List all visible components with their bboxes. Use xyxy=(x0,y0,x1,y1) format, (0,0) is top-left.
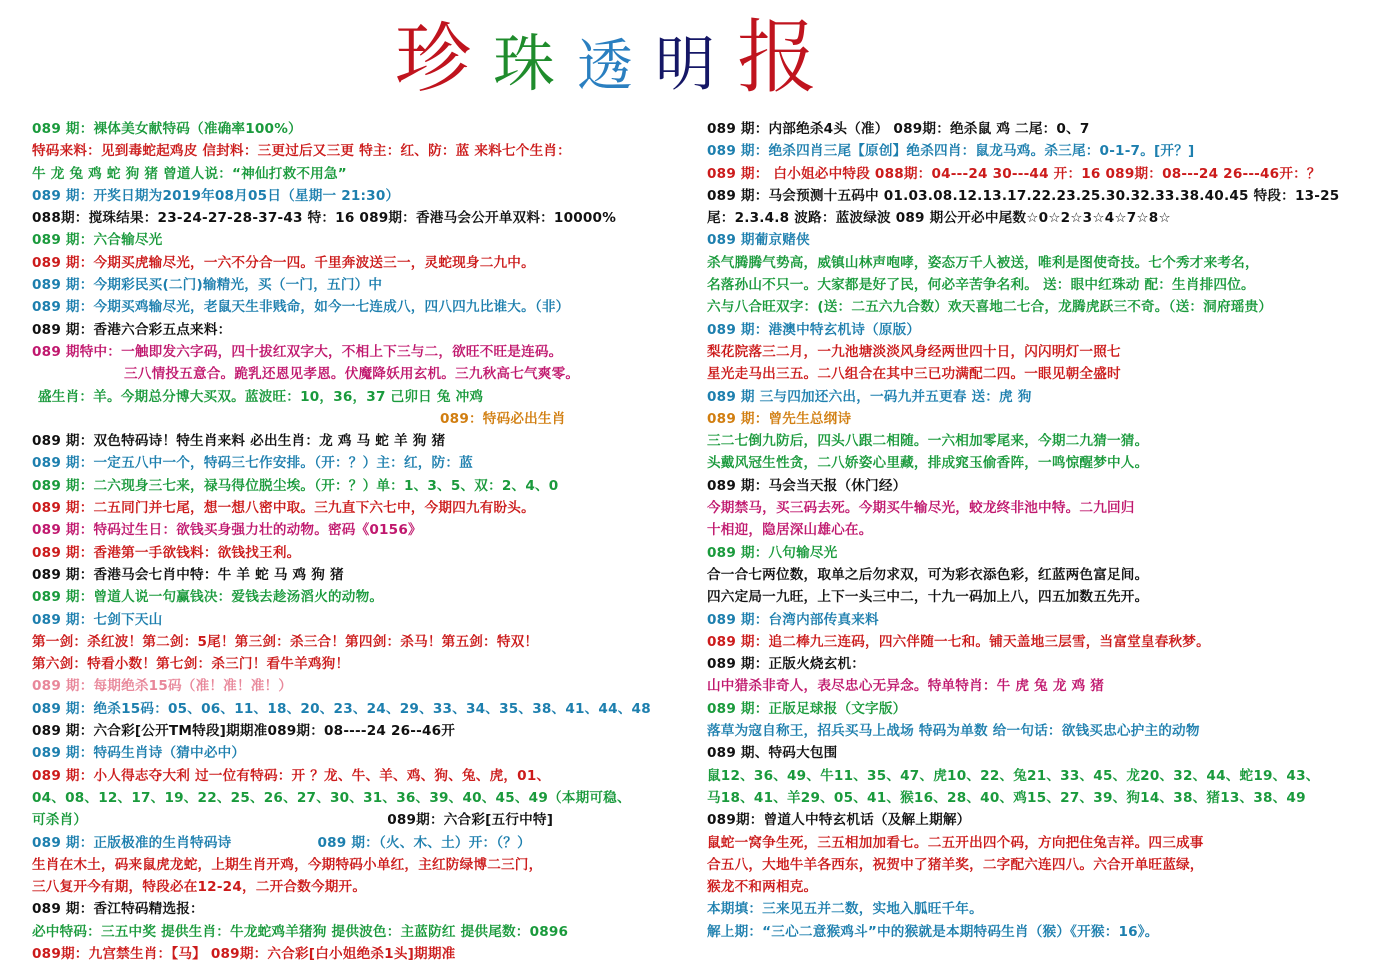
right-column xyxy=(707,118,1377,943)
text-line-content: 04、08、12、17、19、22、25、26、27、30、31、36、39、40、45、49（本期可稳、 xyxy=(32,789,631,806)
text-line xyxy=(32,207,692,229)
text-line xyxy=(707,742,1377,764)
text-line-content: 星光走马出三五。二八组合在其中三已功满配二四。一眼见朝全盛时 xyxy=(707,366,1121,383)
text-line xyxy=(707,720,1377,742)
left-column xyxy=(32,118,692,965)
text-line-content: 089 期：马会预测十五码中 01.03.08.12.13.17.22.23.25.30.32.33.38.40.45 特段：13-25 xyxy=(707,187,1340,204)
title-char-3: 透 xyxy=(577,34,634,99)
text-line xyxy=(707,475,1377,497)
text-line-content: 杀气腾腾气势高，威镇山林声咆哮，姿态万千人被送，唯利是图使奇技。七个秀才来考名， xyxy=(707,254,1259,271)
text-line-content: 六与八合旺双字：(送：二五六九合数）欢天喜地二七合，龙腾虎跃三不奇。（送：洞府瑶贵） xyxy=(707,299,1273,316)
text-line-content: 089 期：曾先生总纲诗 xyxy=(707,410,852,427)
text-line xyxy=(32,765,692,787)
text-line xyxy=(32,408,692,430)
text-line xyxy=(707,497,1377,519)
text-line xyxy=(707,118,1377,140)
text-line-content: 必中特码：三五中奖 提供生肖：牛龙蛇鸡羊猪狗 提供波色：主蓝防红 提供尾数：0896 xyxy=(32,923,569,940)
text-line-content: 089 期：每期绝杀15码（准！准！准！） xyxy=(32,678,293,695)
text-line xyxy=(32,854,692,876)
text-line-content: 特码来料：见到毒蛇起鸡皮 信封料：三更过后又三更 特主：红、防：蓝 来料七个生肖： xyxy=(32,143,571,160)
text-line-content: 落草为寇自称王，招兵买马上战场 特码为单数 给一句话：欲钱买忠心护主的动物 xyxy=(707,723,1200,740)
text-line xyxy=(707,140,1377,162)
text-line xyxy=(32,564,692,586)
text-line-content: 名落孙山不只一。大家都是好了民，何必辛苦争名利。 送：眼中红珠动 配：生肖排四位。 xyxy=(707,277,1255,294)
text-line-content: 三八情投五意合。跪乳还恩见孝恩。伏魔降妖用玄机。三九秋高七气爽零。 xyxy=(124,366,580,383)
text-line-content: 089 期：正版极准的生肖特码诗 xyxy=(32,834,232,851)
text-line xyxy=(707,586,1377,608)
text-line-content: 089：特码必出生肖 xyxy=(440,410,566,427)
text-line xyxy=(707,519,1377,541)
text-line xyxy=(32,809,692,831)
text-line xyxy=(707,363,1377,385)
text-line-tail: 089期：六合彩[五行中特] xyxy=(387,812,554,829)
text-line-content: 尾：2.3.4.8 波路：蓝波绿波 089 期公开必中尾数☆0☆2☆3☆4☆7☆8☆ xyxy=(707,210,1171,227)
text-line-content: 第六剑：特看小数！第七剑：杀三门！看牛羊鸡狗！ xyxy=(32,656,350,673)
text-line xyxy=(32,653,692,675)
title-char-5: 报 xyxy=(737,11,818,104)
title-char-2: 珠 xyxy=(493,27,556,100)
text-line xyxy=(32,363,692,385)
text-line xyxy=(32,252,692,274)
text-line xyxy=(32,430,692,452)
text-line xyxy=(32,452,692,474)
text-line xyxy=(32,118,692,140)
text-line-content: 四六定局一九旺，上下一头三中二，十九一码加上八，四五加数五先开。 xyxy=(707,589,1149,606)
title-char-1: 珍 xyxy=(395,14,471,103)
text-line-content: 合五八，大地牛羊各西东，祝贺中了猪羊奖，二字配六连四八。六合开单旺蓝绿， xyxy=(707,856,1204,873)
text-line-content: 089 期：二五同门并七尾，想一想八密中取。三九直下六七中，今期四九有盼头。 xyxy=(32,500,535,517)
text-line-content: 089 期：八句输尽光 xyxy=(707,544,838,561)
text-line-content: 鼠蛇一窝争生死，三五相加加看七。二五开出四个码，方向把住兔吉祥。四三成事 xyxy=(707,834,1204,851)
text-line-content: 山中猎杀非奇人，表尽忠心无异念。特单特肖：牛 虎 兔 龙 鸡 猪 xyxy=(707,678,1105,695)
text-line xyxy=(32,163,692,185)
text-line-content: 今期禁马，买三码去死。今期买牛输尽光，蛟龙终非池中特。二九回归 xyxy=(707,500,1135,517)
text-line xyxy=(707,653,1377,675)
text-line xyxy=(707,609,1377,631)
text-line-content: 089 期：曾道人说一句赢钱决：爱钱去趁汤滔火的动物。 xyxy=(32,589,384,606)
text-line xyxy=(707,163,1377,185)
text-line xyxy=(707,564,1377,586)
text-line xyxy=(32,274,692,296)
text-line-content: 089 期：香港六合彩五点来料： xyxy=(32,321,232,338)
text-line-content: 089 期：港澳中特玄机诗（原版） xyxy=(707,321,921,338)
text-line xyxy=(32,943,692,965)
text-line-content: 088期：搅珠结果：23-24-27-28-37-43 特：16 089期：香港马会公开单双料：10000% xyxy=(32,210,617,227)
text-line-content: 089 期：小人得志夺大利 过一位有特码：开 ？龙、牛、羊、鸡、狗、兔、虎，01、 xyxy=(32,767,551,784)
text-line xyxy=(707,832,1377,854)
text-line-content: 089 期：今期买虎输尽光，一六不分合一四。千里奔波送三一，灵蛇现身二九中。 xyxy=(32,254,535,271)
text-line-content: 089期：九宫禁生肖：【马】 089期：六合彩[白小姐绝杀1头]期期准 xyxy=(32,945,456,962)
text-line-content: 089 期：一定五八中一个，特码三七作安排。（开：？）主：红，防：蓝 xyxy=(32,455,473,472)
text-line-content: 089 期：香江特码精选报： xyxy=(32,901,204,918)
text-line-content: 089 期：今期买鸡输尽光，老鼠天生非贱命，如今一七连成八，四八四九比谁大。（非） xyxy=(32,299,570,316)
text-line-content: 089 期：香港第一手欲钱料：欲钱找王利。 xyxy=(32,544,301,561)
text-line-content: 089 期：六合输尽光 xyxy=(32,232,163,249)
text-line xyxy=(707,408,1377,430)
text-line-content: 089 期：绝杀四肖三尾【原创】绝杀四肖：鼠龙马鸡。杀三尾：0-1-7。[开？] xyxy=(707,143,1195,160)
text-line-content: 089 期：特码过生日：欲钱买身强力壮的动物。密码《0156》 xyxy=(32,522,422,539)
text-line xyxy=(32,787,692,809)
page-title xyxy=(395,8,875,108)
text-line-content: 解上期：“三心二意猴鸡斗”中的猴就是本期特码生肖（猴）《开猴：16》。 xyxy=(707,923,1159,940)
text-line xyxy=(707,765,1377,787)
text-line xyxy=(707,542,1377,564)
text-line-content: 本期填：三来见五并二数，实地入胍旺千年。 xyxy=(707,901,983,918)
text-line-content: 089 期葡京赌侠 xyxy=(707,232,810,249)
text-line-content: 盛生肖：羊。今期总分博大买双。蓝波旺：10，36，37 己卯日 兔 冲鸡 xyxy=(38,388,484,405)
text-line-content: 鼠12、36、49、牛11、35、47、虎10、22、兔21、33、45、龙20、32、44、蛇19、43、 xyxy=(707,767,1320,784)
text-line xyxy=(32,319,692,341)
text-line xyxy=(32,631,692,653)
text-line xyxy=(32,185,692,207)
text-line-content: 089 期：正版足球报（文字版） xyxy=(707,700,907,717)
text-line xyxy=(707,430,1377,452)
text-line-content: 089 期：正版火烧玄机： xyxy=(707,656,866,673)
text-line-content: 089 期：七剑下天山 xyxy=(32,611,163,628)
text-line-content: 三二七倒九防后，四头八跟二相随。一六相加零尾来，今期二九猜一猜。 xyxy=(707,433,1149,450)
text-line-content: 089 期：二六现身三七来，禄马得位脱尘埃。（开：？）单：1、3、5、双：2、4、0 xyxy=(32,477,559,494)
text-line xyxy=(32,229,692,251)
text-line xyxy=(707,229,1377,251)
text-line xyxy=(32,921,692,943)
text-line xyxy=(32,742,692,764)
text-line-content: 第一剑：杀红波！第二剑：5尾！第三剑：杀三合！第四剑：杀马！第五剑：特双！ xyxy=(32,633,539,650)
text-line-content: 089 期：内部绝杀4头（准） 089期：绝杀鼠 鸡 二尾：0、7 xyxy=(707,121,1090,137)
text-line-content: 生肖在木土，码来鼠虎龙蛇，上期生肖开鸡，今期特码小单红，主红防绿博二三门， xyxy=(32,856,543,873)
text-line xyxy=(707,898,1377,920)
text-line xyxy=(707,921,1377,943)
text-line xyxy=(707,452,1377,474)
text-line-content: 089 期 三与四加还六出，一码九并五更春 送：虎 狗 xyxy=(707,388,1032,405)
text-line xyxy=(707,809,1377,831)
text-line xyxy=(707,386,1377,408)
text-line-content: 089 期：六合彩[公开TM特段]期期准089期：08----24 26--46开 xyxy=(32,723,456,740)
text-line-content: 十相迎，隐居深山雄心在。 xyxy=(707,522,873,539)
text-line-content: 089 期：特码生肖诗（猜中必中） xyxy=(32,745,246,762)
text-line xyxy=(32,542,692,564)
text-line xyxy=(707,631,1377,653)
text-line xyxy=(32,140,692,162)
text-line xyxy=(707,252,1377,274)
text-line xyxy=(707,296,1377,318)
text-line xyxy=(32,386,692,408)
text-line-content: 089 期：裸体美女献特码（准确率100%） xyxy=(32,121,302,137)
text-line xyxy=(32,586,692,608)
text-line xyxy=(32,475,692,497)
text-line xyxy=(707,185,1377,207)
text-line xyxy=(707,207,1377,229)
text-line-content: 089 期：追二棒九三连码，四六伴随一七和。铺天盖地三层雪，当富堂皇春秋梦。 xyxy=(707,633,1210,650)
text-line-content: 089 期、特码大包围 xyxy=(707,745,838,762)
text-line xyxy=(32,296,692,318)
text-line xyxy=(707,274,1377,296)
text-line xyxy=(32,720,692,742)
text-line-content: 089 期：绝杀15码：05、06、11、18、20、23、24、29、33、34、35、38、41、44、48 xyxy=(32,700,651,717)
text-line xyxy=(707,341,1377,363)
text-line xyxy=(707,698,1377,720)
text-line xyxy=(32,876,692,898)
text-line-content: 可杀肖） xyxy=(32,812,88,829)
text-line xyxy=(32,698,692,720)
text-line-content: 089 期： 白小姐必中特段 088期：04---24 30---44 开：16 089期：08---24 26---46开：？ xyxy=(707,165,1321,182)
text-line-content: 合一合七两位数，取单之后勿求双，可为彩衣添色彩，红蓝两色富足间。 xyxy=(707,566,1149,583)
text-line-content: 089 期：今期彩民买(二门)输精光，买（一门，五门）中 xyxy=(32,277,383,294)
text-line-content: 089 期：双色特码诗！特生肖来料 必出生肖：龙 鸡 马 蛇 羊 狗 猪 xyxy=(32,433,446,450)
text-line-content: 089 期：香港马会七肖中特：牛 羊 蛇 马 鸡 狗 猪 xyxy=(32,566,344,583)
text-line xyxy=(32,832,692,854)
text-line-content: 089 期：马会当天报（休门经） xyxy=(707,477,907,494)
text-line-content: 头戴风冠生性贪，二八娇姿心里藏，排成窕玉偷香阵，一鸣惊醒梦中人。 xyxy=(707,455,1149,472)
text-line xyxy=(707,876,1377,898)
text-line xyxy=(707,854,1377,876)
text-line-content: 梨花院落三二月，一九池塘淡淡风身经两世四十日，闪闪明灯一照七 xyxy=(707,343,1121,360)
text-line xyxy=(32,497,692,519)
text-line-content: 089 期：开奖日期为2019年08月05日（星期一 21:30） xyxy=(32,187,400,204)
text-line-content: 089期：曾道人中特玄机话（及解上期解） xyxy=(707,812,971,829)
text-line-content: 089 期特中：一触即发六字码，四十拔红双字大，不相上下三与二，欲旺不旺是连码。 xyxy=(32,343,563,360)
text-line xyxy=(32,609,692,631)
text-line xyxy=(32,675,692,697)
text-line-content: 三八复开今有期，特段必在12-24，二开合数今期开。 xyxy=(32,879,367,896)
text-line xyxy=(707,319,1377,341)
text-line xyxy=(32,519,692,541)
text-line xyxy=(707,675,1377,697)
text-line xyxy=(32,341,692,363)
text-line-tail: 089 期：（火、木、土）开：（？） xyxy=(317,834,531,851)
text-line-content: 089 期：台湾内部传真来料 xyxy=(707,611,879,628)
title-char-4: 明 xyxy=(655,30,716,100)
text-line-content: 牛 龙 兔 鸡 蛇 狗 猪 曾道人说：“神仙打救不用急” xyxy=(32,165,347,182)
text-line-content: 猴龙不和两相克。 xyxy=(707,879,818,896)
text-line xyxy=(707,787,1377,809)
text-line-content: 马18、41、羊29、05、41、猴16、28、40、鸡15、27、39、狗14、38、猪13、38、49 xyxy=(707,789,1306,806)
text-line xyxy=(32,898,692,920)
